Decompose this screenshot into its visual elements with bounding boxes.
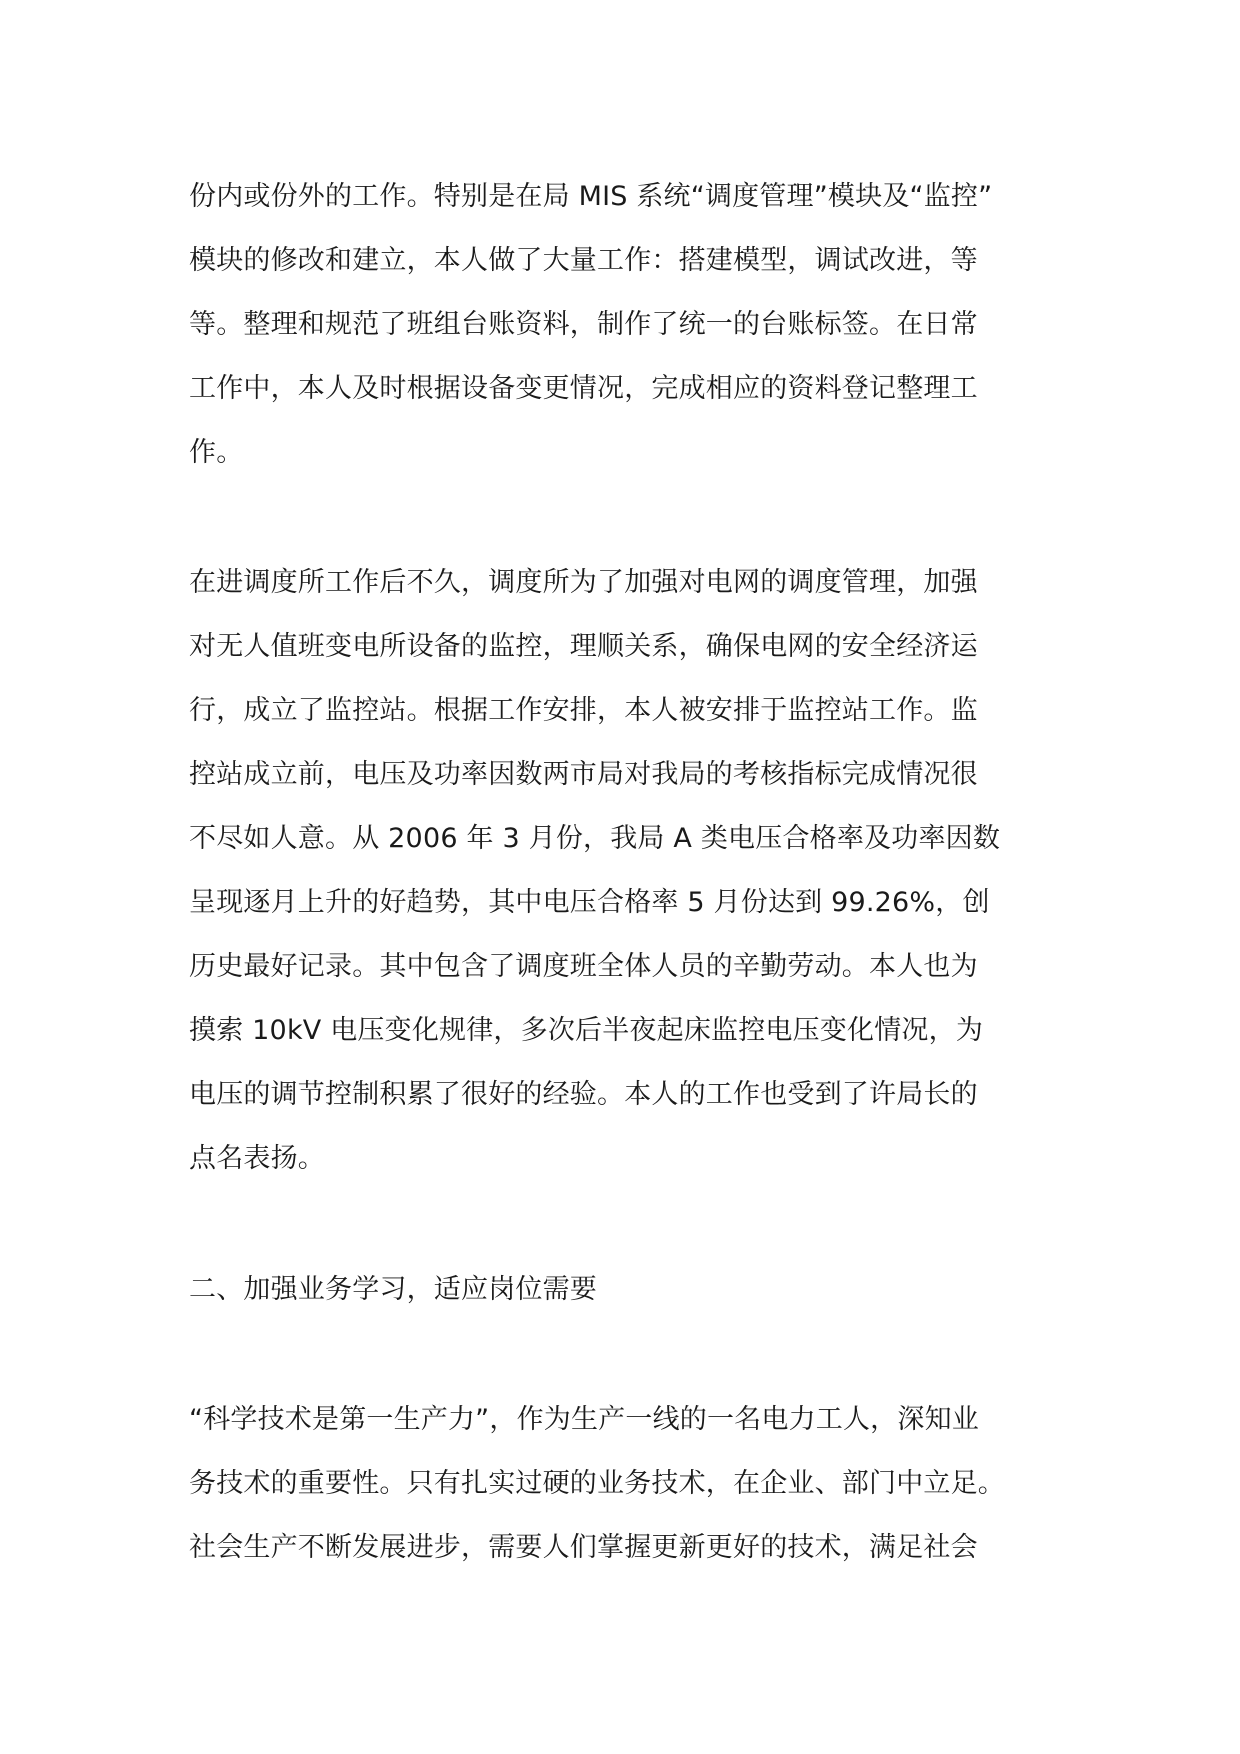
paragraph-2-line-4: 控站成立前，电压及功率因数两市局对我局的考核指标完成情况很 [189, 759, 978, 790]
paragraph-2-line-10: 点名表扬。 [189, 1143, 325, 1174]
paragraph-2-line-3: 行，成立了监控站。根据工作安排，本人被安排于监控站工作。监 [189, 695, 978, 726]
paragraph-1-line-2: 模块的修改和建立，本人做了大量工作：搭建模型，调试改进，等 [189, 245, 978, 276]
paragraph-1-line-1: 份内或份外的工作。特别是在局 MIS 系统“调度管理”模块及“监控” [189, 181, 993, 212]
paragraph-3-line-2: 务技术的重要性。只有扎实过硬的业务技术，在企业、部门中立足。 [189, 1468, 1005, 1499]
paragraph-3-line-3: 社会生产不断发展进步，需要人们掌握更新更好的技术，满足社会 [189, 1532, 978, 1563]
paragraph-2-line-9: 电压的调节控制积累了很好的经验。本人的工作也受到了许局长的 [189, 1079, 978, 1110]
paragraph-1-line-3: 等。整理和规范了班组台账资料，制作了统一的台账标签。在日常 [189, 309, 978, 340]
paragraph-2-line-8: 摸索 10kV 电压变化规律，多次后半夜起床监控电压变化情况，为 [189, 1015, 984, 1046]
paragraph-1-line-4: 工作中，本人及时根据设备变更情况，完成相应的资料登记整理工 [189, 373, 978, 404]
section-heading: 二、加强业务学习，适应岗位需要 [189, 1274, 597, 1305]
paragraph-1-line-5: 作。 [189, 437, 244, 468]
paragraph-2-line-2: 对无人值班变电所设备的监控，理顺关系，确保电网的安全经济运 [189, 631, 978, 662]
paragraph-2-line-1: 在进调度所工作后不久，调度所为了加强对电网的调度管理，加强 [189, 567, 978, 598]
paragraph-2-line-5: 不尽如人意。从 2006 年 3 月份，我局 A 类电压合格率及功率因数 [189, 823, 1001, 854]
paragraph-2-line-7: 历史最好记录。其中包含了调度班全体人员的辛勤劳动。本人也为 [189, 951, 978, 982]
paragraph-2-line-6: 呈现逐月上升的好趋势，其中电压合格率 5 月份达到 99.26%，创 [189, 887, 990, 918]
paragraph-3-line-1: “科学技术是第一生产力”，作为生产一线的一名电力工人，深知业 [189, 1404, 979, 1435]
